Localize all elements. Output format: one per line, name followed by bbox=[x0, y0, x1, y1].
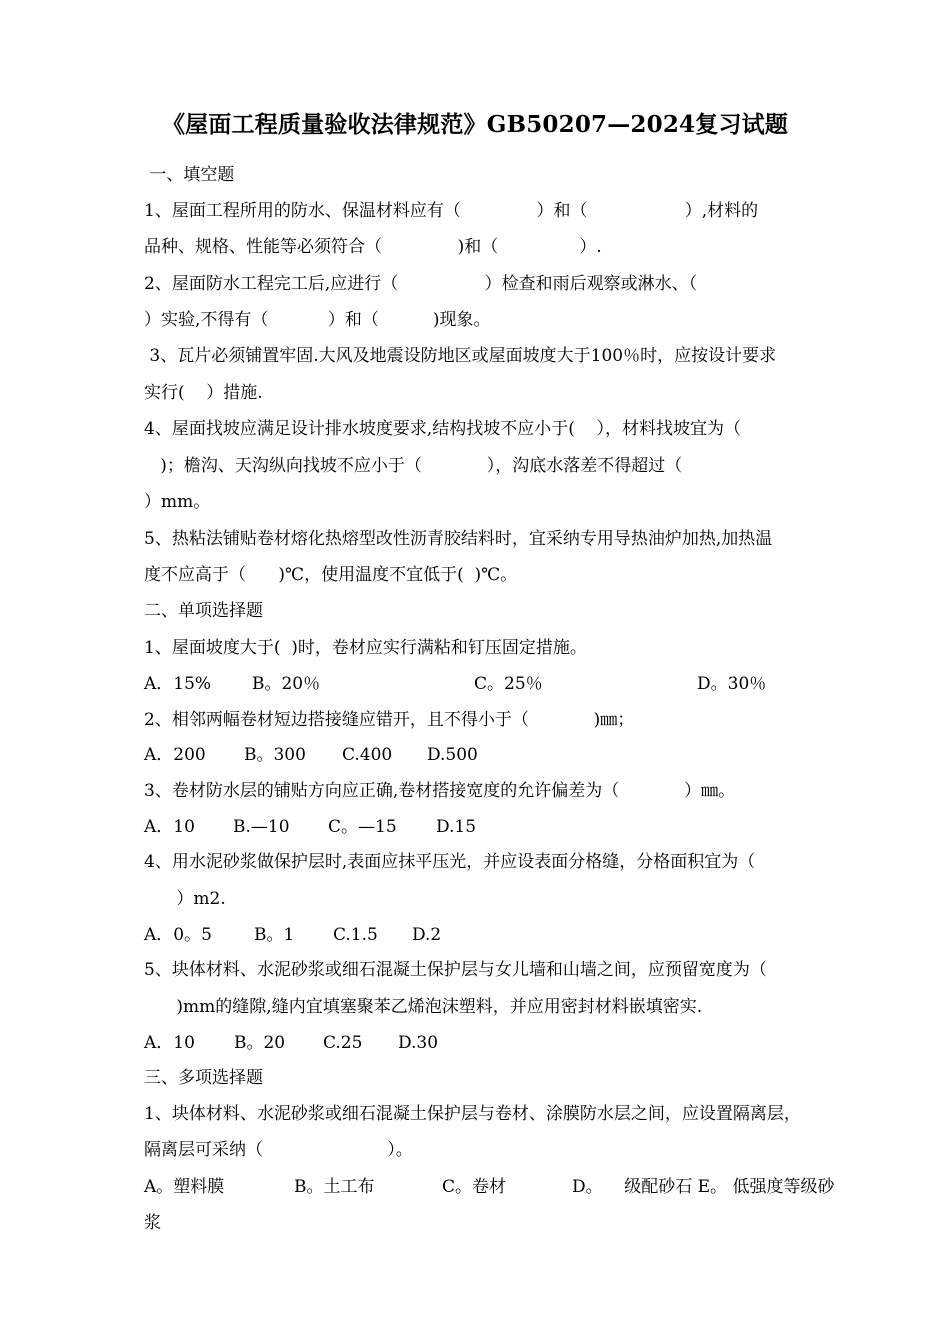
option: B。20％ bbox=[252, 674, 321, 694]
section-heading-multi: 三、多项选择题 bbox=[144, 1068, 263, 1088]
question-line: )；檐沟、天沟纵向找坡不应小于（ ），沟底水落差不得超过（ bbox=[144, 456, 683, 476]
question-line: 4、用水泥砂浆做保护层时,表面应抹平压光，并应设表面分格缝，分格面积宜为（ bbox=[144, 852, 756, 872]
question-line: 度不应高于（ )℃，使用温度不宜低于( )℃。 bbox=[144, 565, 518, 585]
option: C。25％ bbox=[474, 674, 543, 694]
options-row bbox=[144, 743, 844, 767]
option: C。卷材 bbox=[442, 1177, 507, 1197]
option: C.400 bbox=[342, 745, 393, 765]
options-row bbox=[144, 923, 844, 947]
option: B。土工布 bbox=[294, 1177, 375, 1197]
option: D。30％ bbox=[697, 674, 767, 694]
question-line: 3、瓦片必须铺置牢固.大风及地震设防地区或屋面坡度大于100％时，应按设计要求 bbox=[144, 346, 777, 366]
option: A．10 bbox=[144, 817, 195, 837]
question-line: 隔离层可采纳（ ）。 bbox=[144, 1140, 413, 1160]
question-line: 5、块体材料、水泥砂浆或细石混凝土保护层与女儿墙和山墙之间，应预留宽度为（ bbox=[144, 960, 767, 980]
question-line: 2、相邻两幅卷材短边搭接缝应错开，且不得小于（ )㎜； bbox=[144, 710, 635, 730]
option: B.—10 bbox=[233, 817, 290, 837]
question-line: 实行( ）措施. bbox=[144, 383, 263, 403]
question-line: ）m2. bbox=[144, 889, 226, 909]
option: C。—15 bbox=[328, 817, 397, 837]
question-line: ）实验,不得有（ ）和（ )现象。 bbox=[144, 310, 491, 330]
question-line: 5、热粘法铺贴卷材熔化热熔型改性沥青胶结料时，宜采纳专用导热油炉加热,加热温 bbox=[144, 529, 773, 549]
question-line: )mm的缝隙,缝内宜填塞聚苯乙烯泡沫塑料，并应用密封材料嵌填密实. bbox=[144, 997, 703, 1017]
option: B。300 bbox=[244, 745, 306, 765]
section-heading-fill: 一、填空题 bbox=[144, 165, 235, 185]
options-row bbox=[144, 1175, 864, 1199]
question-line: 3、卷材防水层的铺贴方向应正确,卷材搭接宽度的允许偏差为（ ）㎜。 bbox=[144, 781, 736, 801]
question-line: 4、屋面找坡应满足设计排水坡度要求,结构找坡不应小于( ），材料找坡宜为（ bbox=[144, 419, 741, 439]
option: D.30 bbox=[398, 1033, 439, 1053]
option: D.15 bbox=[436, 817, 477, 837]
option: A．15% bbox=[144, 674, 212, 694]
page-title: 《屋面工程质量验收法律规范》GB50207—2024复习试题 bbox=[161, 111, 789, 138]
question-line: 2、屋面防水工程完工后,应进行（ ）检查和雨后观察或淋水、（ bbox=[144, 274, 698, 294]
option: A．200 bbox=[144, 745, 206, 765]
question-line: ）mm。 bbox=[144, 492, 211, 512]
option: B。20 bbox=[234, 1033, 286, 1053]
question-line: 品种、规格、性能等必须符合（ )和（ ）. bbox=[144, 237, 602, 257]
option: D.2 bbox=[412, 925, 442, 945]
question-line: 浆 bbox=[144, 1213, 161, 1233]
option: A．10 bbox=[144, 1033, 195, 1053]
option: A。塑料膜 bbox=[144, 1177, 225, 1197]
question-line: 1、屋面工程所用的防水、保温材料应有（ ）和（ ）,材料的 bbox=[144, 201, 759, 221]
option: D。 级配砂石 E。 低强度等级砂 bbox=[572, 1177, 835, 1197]
question-line: 1、块体材料、水泥砂浆或细石混凝土保护层与卷材、涂膜防水层之间，应设置隔离层， bbox=[144, 1104, 801, 1124]
option: C.25 bbox=[323, 1033, 363, 1053]
options-row bbox=[144, 1031, 844, 1055]
option: D.500 bbox=[427, 745, 478, 765]
option: A．0。5 bbox=[144, 925, 212, 945]
option: C.1.5 bbox=[333, 925, 378, 945]
options-row bbox=[144, 672, 844, 696]
options-row bbox=[144, 815, 844, 839]
section-heading-single: 二、单项选择题 bbox=[144, 601, 263, 621]
question-line: 1、屋面坡度大于( )时，卷材应实行满粘和钉压固定措施。 bbox=[144, 638, 587, 658]
option: B。1 bbox=[254, 925, 295, 945]
